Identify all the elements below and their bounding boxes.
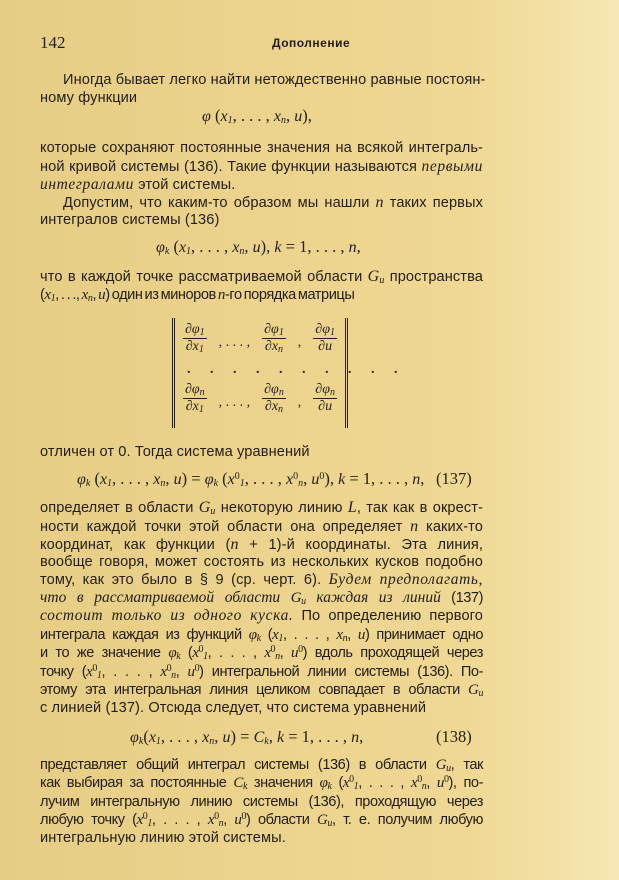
text-segment: , bbox=[279, 645, 292, 661]
math-symbol: u bbox=[311, 471, 320, 488]
math-symbol: u bbox=[222, 729, 231, 746]
denominator bbox=[265, 399, 283, 415]
math-symbol: u bbox=[173, 471, 182, 488]
math-symbol: 0 bbox=[443, 774, 449, 785]
text-line bbox=[40, 607, 483, 625]
text-segment: + 1)-й координаты. Эта линия, bbox=[238, 537, 483, 553]
text-segment: , . . . , bbox=[358, 775, 411, 791]
text-segment: точку ( bbox=[40, 664, 87, 680]
text-line bbox=[40, 211, 483, 229]
math-symbol: φ bbox=[168, 645, 177, 661]
text-segment: (137) bbox=[440, 590, 483, 606]
text-segment: значения bbox=[246, 775, 320, 791]
text-segment: ) = bbox=[230, 727, 254, 746]
matrix-separator: , . . . , bbox=[218, 335, 251, 350]
math-symbol: x bbox=[220, 108, 228, 125]
math-symbol: x bbox=[178, 239, 187, 256]
math-symbol: 1 bbox=[239, 478, 245, 489]
math-symbol: x bbox=[44, 287, 51, 303]
math-symbol: u bbox=[327, 818, 332, 829]
text-segment: ) вдоль проходящей через bbox=[302, 645, 483, 661]
math-symbol: k bbox=[264, 736, 269, 747]
text-segment: представляет общий интеграл системы (136) в области bbox=[40, 757, 436, 773]
text-segment: ( bbox=[169, 237, 179, 256]
math-symbol: 0 bbox=[214, 811, 219, 822]
numerator-text: ∂φ bbox=[185, 382, 200, 397]
text-segment: как выбирая за постоянные bbox=[40, 775, 234, 791]
text-segment: ) = bbox=[181, 469, 205, 488]
text-segment: ), по- bbox=[448, 775, 484, 791]
text-segment: , bbox=[244, 237, 253, 256]
math-symbol: u bbox=[234, 812, 242, 828]
text-line bbox=[40, 829, 483, 847]
text-segment: интегральную линию этой системы. bbox=[40, 830, 286, 846]
text-segment: отличен от 0. Тогда система уравнений bbox=[40, 444, 310, 460]
text-segment: , bbox=[285, 106, 295, 125]
math-symbol: n bbox=[209, 736, 215, 747]
partial-derivative bbox=[183, 322, 207, 355]
text-segment: интеграла каждая из функций bbox=[40, 627, 249, 643]
partial-derivative bbox=[262, 322, 286, 355]
math-symbol: L bbox=[347, 499, 357, 516]
text-segment: этой системы. bbox=[134, 177, 236, 193]
text-segment: лучим интегральную линию системы (136), проходящую через bbox=[40, 794, 483, 810]
denominator-index: n bbox=[278, 344, 284, 355]
text-segment: ), bbox=[324, 469, 339, 488]
formula-phi bbox=[202, 106, 312, 126]
math-symbol: u bbox=[446, 763, 451, 774]
text-segment: , . . . , bbox=[232, 106, 274, 125]
math-symbol: 1 bbox=[147, 818, 152, 829]
italic-text: первыми bbox=[421, 158, 483, 175]
text-segment: , bbox=[92, 287, 99, 303]
denominator-text: ∂x bbox=[185, 399, 199, 414]
denominator-text: ∂u bbox=[318, 399, 333, 414]
math-symbol: φ bbox=[204, 471, 214, 488]
numerator-index: 1 bbox=[329, 327, 335, 338]
math-symbol: u bbox=[252, 239, 261, 256]
text-line bbox=[40, 663, 483, 681]
text-line bbox=[40, 89, 483, 107]
numerator-text: ∂φ bbox=[315, 382, 330, 397]
equation-number-137: (137) bbox=[436, 469, 472, 488]
math-symbol: k bbox=[338, 471, 346, 488]
text-line bbox=[40, 811, 483, 829]
denominator bbox=[186, 339, 204, 355]
math-symbol: n bbox=[171, 670, 176, 681]
math-symbol: 1 bbox=[353, 781, 359, 792]
numerator bbox=[313, 322, 337, 339]
text-line bbox=[40, 626, 483, 644]
math-symbol: u bbox=[301, 596, 306, 607]
text-segment: , . . . , bbox=[191, 237, 233, 256]
text-segment: ной кривой системы (136). Такие функции называются bbox=[40, 159, 422, 175]
text-segment: , . . ., bbox=[55, 287, 82, 303]
partial-derivative bbox=[313, 382, 337, 415]
text-line bbox=[40, 699, 483, 717]
text-segment: -го порядка матрицы bbox=[224, 287, 355, 303]
math-symbol: 1 bbox=[203, 651, 208, 662]
math-symbol: n bbox=[160, 478, 166, 489]
math-symbol: 0 bbox=[349, 774, 354, 785]
text-segment: тому, как это было в § 9 (ср. черт. 6). bbox=[40, 572, 329, 588]
text-segment: , . . . , bbox=[207, 645, 265, 661]
text-line bbox=[40, 139, 483, 157]
numerator-text: ∂φ bbox=[264, 322, 279, 337]
math-symbol: φ bbox=[77, 471, 86, 488]
text-segment: каких-то bbox=[418, 519, 483, 535]
denominator-index: n bbox=[278, 404, 284, 415]
math-symbol: n bbox=[410, 518, 419, 535]
math-symbol: C bbox=[233, 775, 243, 791]
math-symbol: n bbox=[421, 781, 427, 792]
text-segment: ( bbox=[260, 627, 273, 643]
denominator-text: ∂x bbox=[185, 339, 199, 354]
text-line bbox=[40, 158, 483, 176]
math-symbol: 0 bbox=[166, 663, 172, 674]
text-segment: ( bbox=[210, 106, 221, 125]
math-symbol: 0 bbox=[319, 471, 325, 482]
text-segment: , . . . , bbox=[151, 812, 208, 828]
italic-text: состоит только из одного куска. bbox=[40, 607, 294, 624]
numerator-index: n bbox=[199, 387, 205, 398]
text-segment: ( bbox=[180, 645, 193, 661]
math-symbol: x bbox=[273, 108, 281, 125]
math-symbol: u bbox=[379, 275, 385, 286]
text-segment: Допустим, что каким-то образом мы нашли bbox=[63, 195, 376, 211]
italic-text: Будем предполагать, bbox=[328, 571, 483, 588]
text-segment: ), bbox=[260, 237, 275, 256]
text-segment: некоторую линию bbox=[215, 500, 348, 516]
matrix-row bbox=[183, 322, 337, 355]
math-symbol: n bbox=[342, 633, 348, 644]
math-symbol: n bbox=[217, 287, 225, 303]
text-segment: и то же значение bbox=[40, 645, 169, 661]
math-symbol: k bbox=[242, 781, 247, 792]
formula-phi-k bbox=[156, 237, 361, 257]
text-segment: ности каждой точки этой области она определяет bbox=[40, 519, 411, 535]
text-segment: интегралов системы (136) bbox=[40, 212, 220, 228]
text-segment: , bbox=[175, 664, 188, 680]
numerator-text: ∂φ bbox=[185, 322, 200, 337]
text-segment: ) интегральной линии системы (136). По- bbox=[199, 664, 483, 680]
matrix-separator: , . . . , bbox=[218, 395, 251, 410]
jacobian-matrix bbox=[172, 318, 406, 428]
math-symbol: n bbox=[412, 471, 421, 488]
numerator bbox=[262, 322, 286, 339]
text-line bbox=[40, 268, 483, 286]
math-symbol: x bbox=[227, 471, 235, 488]
text-segment: , . . . , bbox=[244, 469, 287, 488]
text-line bbox=[40, 518, 483, 536]
math-symbol: x bbox=[286, 471, 294, 488]
text-segment: , bbox=[359, 727, 364, 746]
text-segment: таких первых bbox=[383, 195, 483, 211]
italic-text: интегралами bbox=[40, 176, 134, 193]
text-segment: ( bbox=[331, 775, 343, 791]
math-symbol: 1 bbox=[278, 633, 283, 644]
math-symbol: 1 bbox=[50, 293, 56, 304]
math-symbol: x bbox=[410, 775, 418, 791]
text-segment: определяет в области bbox=[40, 500, 199, 516]
text-segment: пространства bbox=[384, 269, 483, 285]
numerator-index: n bbox=[329, 387, 335, 398]
text-segment: , . . . , bbox=[101, 664, 161, 680]
math-symbol: 1 bbox=[107, 478, 113, 489]
text-line bbox=[40, 644, 483, 662]
text-line bbox=[40, 589, 483, 607]
math-symbol: φ bbox=[130, 729, 139, 746]
text-segment: , . . . , bbox=[282, 627, 337, 643]
math-symbol: k bbox=[213, 478, 219, 489]
denominator bbox=[186, 399, 204, 415]
formula-138 bbox=[130, 727, 363, 747]
math-symbol: φ bbox=[156, 239, 165, 256]
text-segment: координат, как функции ( bbox=[40, 537, 231, 553]
math-symbol: 0 bbox=[417, 774, 422, 785]
math-symbol: n bbox=[375, 194, 384, 211]
denominator-text: ∂u bbox=[318, 339, 333, 354]
math-symbol: n bbox=[348, 239, 357, 256]
text-segment: , bbox=[214, 727, 223, 746]
math-symbol: x bbox=[202, 729, 210, 746]
math-symbol: k bbox=[274, 239, 282, 256]
text-line bbox=[40, 774, 483, 792]
text-segment: ( bbox=[218, 469, 228, 488]
text-segment: этому эта интегральная линия целиком совпадает в области bbox=[40, 682, 469, 698]
text-segment: ) один из миноров bbox=[105, 287, 218, 303]
math-symbol: u bbox=[478, 688, 483, 699]
text-line bbox=[40, 286, 483, 304]
math-symbol: u bbox=[294, 108, 303, 125]
math-symbol: G bbox=[468, 682, 479, 698]
matrix-dots: . . . . . . . . . . bbox=[187, 362, 406, 377]
text-line bbox=[40, 681, 483, 699]
numerator-text: ∂φ bbox=[315, 322, 330, 337]
math-symbol: x bbox=[192, 645, 199, 661]
math-symbol: u bbox=[357, 627, 365, 643]
math-symbol: x bbox=[99, 471, 108, 488]
numerator bbox=[313, 382, 337, 399]
equation-number-138: (138) bbox=[436, 727, 472, 746]
math-symbol: x bbox=[264, 645, 271, 661]
math-symbol: G bbox=[290, 590, 302, 606]
math-symbol: x bbox=[136, 812, 143, 828]
denominator bbox=[265, 339, 283, 355]
math-symbol: n bbox=[239, 246, 245, 257]
numerator bbox=[183, 382, 207, 399]
text-line bbox=[63, 71, 486, 89]
partial-derivative bbox=[313, 322, 337, 355]
denominator bbox=[318, 399, 332, 415]
text-segment: ( bbox=[40, 287, 45, 303]
denominator-text: ∂x bbox=[264, 399, 279, 414]
math-symbol: n bbox=[87, 293, 93, 304]
math-symbol: G bbox=[435, 757, 447, 773]
text-line bbox=[63, 194, 483, 212]
text-segment: , так как в окрест- bbox=[356, 500, 484, 516]
math-symbol: k bbox=[176, 651, 181, 662]
text-segment: любую точку ( bbox=[40, 812, 137, 828]
text-segment: , bbox=[420, 469, 425, 488]
math-symbol: 1 bbox=[227, 115, 233, 126]
text-line bbox=[40, 443, 483, 461]
math-symbol: x bbox=[336, 627, 343, 643]
text-line bbox=[40, 793, 483, 811]
math-symbol: 0 bbox=[142, 811, 148, 822]
math-symbol: x bbox=[153, 471, 161, 488]
denominator-index: 1 bbox=[198, 344, 204, 355]
math-symbol: n bbox=[218, 818, 224, 829]
matrix-separator: , bbox=[297, 395, 302, 410]
math-symbol: G bbox=[317, 812, 328, 828]
text-segment: ( bbox=[143, 727, 149, 746]
text-segment: ному функции bbox=[40, 90, 138, 106]
text-segment: ( bbox=[90, 469, 100, 488]
text-segment: , bbox=[426, 775, 437, 791]
text-segment: вообще говоря, может состоять из нескольких кусков подобно bbox=[40, 554, 483, 570]
denominator-index: 1 bbox=[198, 404, 204, 415]
text-segment: Иногда бывает легко найти нетождественно равные постоян- bbox=[63, 72, 486, 88]
math-symbol: 0 bbox=[234, 471, 240, 482]
math-symbol: 0 bbox=[198, 644, 204, 655]
text-segment: , bbox=[356, 237, 361, 256]
text-segment: = 1, . . . , bbox=[281, 237, 349, 256]
denominator-text: ∂x bbox=[264, 339, 279, 354]
math-symbol: n bbox=[230, 536, 239, 553]
math-symbol: k bbox=[256, 633, 261, 644]
text-segment: которые сохраняют постоянные значения на всякой интеграль- bbox=[40, 140, 483, 156]
math-symbol: x bbox=[342, 775, 350, 791]
math-symbol: x bbox=[86, 664, 93, 680]
matrix-separator: , bbox=[297, 335, 302, 350]
text-segment: , т. е. получим любую bbox=[331, 812, 484, 828]
page-number: 142 bbox=[40, 33, 66, 52]
math-symbol: G bbox=[198, 499, 211, 516]
math-symbol: u bbox=[187, 664, 195, 680]
text-segment: , bbox=[165, 469, 174, 488]
math-symbol: x bbox=[232, 239, 240, 256]
text-segment: , . . . , bbox=[160, 727, 203, 746]
math-symbol: u bbox=[436, 775, 444, 791]
math-symbol: x bbox=[207, 812, 215, 828]
italic-text: каждая из линий bbox=[305, 589, 441, 606]
matrix-row bbox=[183, 382, 337, 415]
math-symbol: φ bbox=[319, 775, 328, 791]
math-symbol: 0 bbox=[293, 471, 299, 482]
math-symbol: 0 bbox=[92, 663, 97, 674]
math-symbol: C bbox=[253, 729, 265, 746]
text-line bbox=[40, 571, 483, 589]
text-line bbox=[40, 176, 483, 194]
partial-derivative bbox=[183, 382, 207, 415]
italic-text: что в рассматриваемой области bbox=[40, 589, 291, 606]
text-line bbox=[40, 536, 483, 554]
text-segment: , . . . , bbox=[112, 469, 154, 488]
text-segment: с линией (137). Отсюда следует, что система уравнений bbox=[40, 700, 427, 716]
math-symbol: 1 bbox=[96, 670, 102, 681]
text-segment: ), bbox=[302, 106, 312, 125]
math-symbol: 0 bbox=[270, 644, 276, 655]
text-line bbox=[40, 553, 483, 571]
math-symbol: k bbox=[138, 736, 144, 747]
numerator bbox=[183, 322, 207, 339]
text-line bbox=[40, 499, 483, 517]
math-symbol: 0 bbox=[241, 811, 246, 822]
math-symbol: G bbox=[367, 268, 380, 285]
numerator-index: n bbox=[278, 387, 284, 398]
running-title: Дополнение bbox=[272, 36, 351, 50]
math-symbol: x bbox=[148, 729, 156, 746]
text-segment: что в каждой точке рассматриваемой области bbox=[40, 269, 368, 285]
math-symbol: x bbox=[160, 664, 167, 680]
formula-137 bbox=[77, 469, 424, 489]
math-symbol: φ bbox=[202, 108, 211, 125]
numerator-text: ∂φ bbox=[264, 382, 279, 397]
math-symbol: 1 bbox=[186, 246, 192, 257]
math-symbol: n bbox=[298, 478, 304, 489]
text-segment: ) области bbox=[246, 812, 317, 828]
text-segment: , bbox=[347, 627, 358, 643]
math-symbol: x bbox=[272, 627, 279, 643]
text-segment: = 1, . . . , bbox=[284, 727, 352, 746]
numerator-index: 1 bbox=[278, 327, 284, 338]
text-segment: = 1, . . . , bbox=[345, 469, 413, 488]
numerator-index: 1 bbox=[199, 327, 205, 338]
text-segment: , bbox=[268, 727, 277, 746]
numerator bbox=[262, 382, 286, 399]
math-symbol: u bbox=[291, 645, 299, 661]
math-symbol: u bbox=[210, 506, 216, 517]
text-segment: , bbox=[223, 812, 235, 828]
math-symbol: k bbox=[164, 246, 170, 257]
text-segment: ) принимает одно bbox=[364, 627, 484, 643]
partial-derivative bbox=[262, 382, 286, 415]
math-symbol: n bbox=[275, 651, 280, 662]
math-symbol: 0 bbox=[298, 644, 303, 655]
denominator bbox=[318, 339, 332, 355]
text-segment: , так bbox=[450, 757, 483, 773]
math-symbol: x bbox=[81, 287, 88, 303]
math-symbol: φ bbox=[248, 627, 257, 643]
text-segment: По определению первого bbox=[293, 608, 483, 624]
math-symbol: k bbox=[85, 478, 91, 489]
math-symbol: k bbox=[327, 781, 332, 792]
math-symbol: k bbox=[276, 729, 285, 746]
math-symbol: n bbox=[351, 729, 360, 746]
math-symbol: u bbox=[98, 287, 106, 303]
math-symbol: 1 bbox=[155, 736, 161, 747]
text-line bbox=[40, 756, 483, 774]
math-symbol: 0 bbox=[194, 663, 200, 674]
text-segment: , bbox=[303, 469, 312, 488]
math-symbol: n bbox=[280, 115, 286, 126]
